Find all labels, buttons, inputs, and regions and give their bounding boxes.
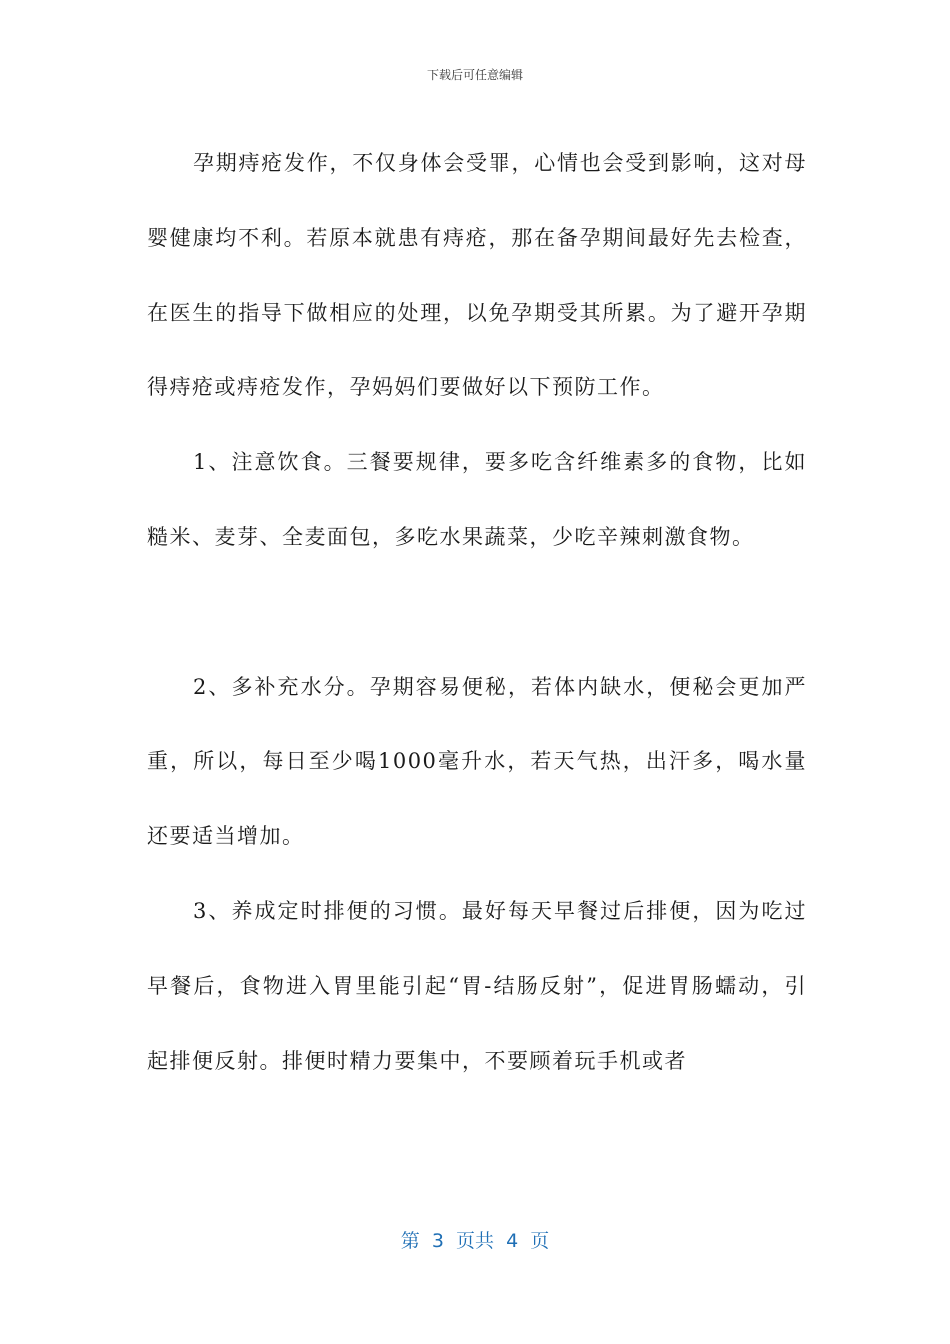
paragraph-spacer [147, 575, 807, 650]
paragraph-water: 2、多补充水分。孕期容易便秘，若体内缺水，便秘会更加严重，所以，每日至少喝1000毫升水，若天气热，出汗多，喝水量还要适当增加。 [147, 674, 807, 849]
page-footer: 第 3 页共 4 页 [400, 1230, 550, 1252]
paragraph-bowel-habit: 3、养成定时排便的习惯。最好每天早餐过后排便，因为吃过早餐后，食物进入胃里能引起“胃-结肠反射”，促进胃肠蠕动，引起排便反射。排便时精力要集中，不要顾着玩手机或者 [147, 898, 807, 1073]
page-header: 下载后可任意编辑 [426, 68, 523, 82]
document-body [147, 126, 807, 1098]
paragraph-diet: 1、注意饮食。三餐要规律，要多吃含纤维素多的食物，比如糙米、麦芽、全麦面包，多吃水果蔬菜，少吃辛辣刺激食物。 [147, 450, 807, 549]
paragraph-intro: 孕期痔疮发作，不仅身体会受罪，心情也会受到影响，这对母婴健康均不利。若原本就患有痔疮，那在备孕期间最好先去检查，在医生的指导下做相应的处理，以免孕期受其所累。为了避开孕期得痔疮或痔疮发作，孕妈妈们要做好以下预防工作。 [147, 151, 807, 400]
